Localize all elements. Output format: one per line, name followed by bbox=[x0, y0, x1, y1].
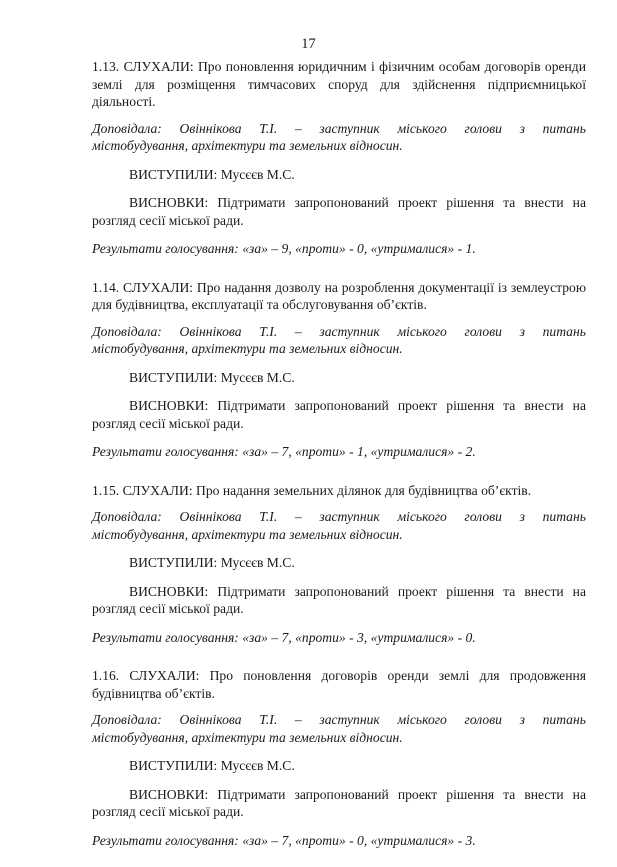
reporter-line bbox=[92, 508, 586, 526]
reporter-word: голови bbox=[464, 509, 502, 524]
reporter-word: міського bbox=[397, 120, 447, 136]
page-number: 17 bbox=[301, 36, 316, 52]
conclusion-paragraph: ВИСНОВКИ: Підтримати запропонований проект рішення та внести на розгляд сесії міської ради. bbox=[92, 786, 586, 819]
heard-paragraph: 1.16. СЛУХАЛИ: Про поновлення договорів оренди землі для продовження будівництва об’єктів. bbox=[92, 668, 586, 701]
reporter-word: заступник bbox=[319, 323, 380, 339]
reporter-word: питань bbox=[542, 323, 586, 339]
reporter-word: заступник bbox=[319, 712, 380, 727]
reporter-word: Овіннікова bbox=[179, 712, 242, 727]
heard-paragraph: 1.13. СЛУХАЛИ: Про поновлення юридичним і фізичним особам договорів оренди землі для розміщення тимчасових споруд для здійснення підприємницької діяльності. bbox=[92, 59, 586, 109]
reporter-word: – bbox=[294, 323, 302, 339]
vote-result: Результати голосування: «за» – 7, «проти» - 1, «утрималися» - 2. bbox=[92, 444, 476, 459]
reporter-word: з bbox=[519, 712, 525, 727]
reporter-position: містобудування, архітектури та земельних відносин. bbox=[92, 729, 403, 745]
reporter-word: з bbox=[519, 323, 525, 339]
spoke-paragraph: ВИСТУПИЛИ: Мусєєв М.С. bbox=[129, 555, 295, 570]
minutes-content bbox=[92, 58, 586, 849]
spoke-paragraph: ВИСТУПИЛИ: Мусєєв М.С. bbox=[129, 369, 295, 385]
reporter-word: питань bbox=[542, 509, 586, 524]
reporter-word: заступник bbox=[319, 509, 380, 524]
reporter-word: – bbox=[294, 509, 302, 524]
reporter-word: питань bbox=[542, 712, 586, 727]
reporter-word: Доповідала: bbox=[92, 120, 162, 136]
reporter-word: голови bbox=[464, 120, 502, 136]
reporter-word: Т.І. bbox=[259, 120, 278, 136]
reporter-block bbox=[92, 120, 586, 155]
conclusion-paragraph: ВИСНОВКИ: Підтримати запропонований проект рішення та внести на розгляд сесії міської ради. bbox=[92, 195, 586, 228]
reporter-position: містобудування, архітектури та земельних відносин. bbox=[92, 138, 403, 153]
agenda-item-1-14 bbox=[92, 279, 586, 461]
reporter-word: заступник bbox=[319, 120, 380, 136]
conclusion-paragraph: ВИСНОВКИ: Підтримати запропонований проект рішення та внести на розгляд сесії міської ради. bbox=[92, 583, 586, 616]
reporter-position: містобудування, архітектури та земельних відносин. bbox=[92, 526, 403, 542]
reporter-block bbox=[92, 508, 586, 543]
agenda-item-1-16 bbox=[92, 667, 586, 849]
reporter-word: міського bbox=[397, 509, 447, 524]
reporter-word: міського bbox=[397, 712, 447, 727]
heard-paragraph: 1.15. СЛУХАЛИ: Про надання земельних ділянок для будівництва об’єктів. bbox=[92, 482, 532, 498]
vote-result: Результати голосування: «за» – 7, «проти» - 0, «утрималися» - 3. bbox=[92, 832, 476, 848]
spoke-paragraph: ВИСТУПИЛИ: Мусєєв М.С. bbox=[129, 166, 295, 182]
reporter-line bbox=[92, 323, 586, 341]
agenda-item-1-15 bbox=[92, 482, 586, 647]
reporter-word: Овіннікова bbox=[179, 509, 242, 524]
vote-result: Результати голосування: «за» – 9, «проти» - 0, «утрималися» - 1. bbox=[92, 241, 476, 256]
reporter-word: Овіннікова bbox=[179, 323, 242, 339]
spoke-paragraph: ВИСТУПИЛИ: Мусєєв М.С. bbox=[129, 758, 295, 773]
reporter-word: питань bbox=[542, 120, 586, 136]
reporter-word: Овіннікова bbox=[179, 120, 242, 136]
heard-paragraph: 1.14. СЛУХАЛИ: Про надання дозволу на розроблення документації із землеустрою для будівництва, експлуатації та обслуговування об’єктів. bbox=[92, 279, 586, 312]
reporter-word: Доповідала: bbox=[92, 509, 162, 524]
reporter-word: – bbox=[294, 120, 302, 136]
reporter-word: міського bbox=[397, 323, 447, 339]
conclusion-paragraph: ВИСНОВКИ: Підтримати запропонований проект рішення та внести на розгляд сесії міської ради. bbox=[92, 398, 586, 431]
reporter-word: голови bbox=[464, 323, 502, 339]
vote-result: Результати голосування: «за» – 7, «проти» - 3, «утрималися» - 0. bbox=[92, 629, 476, 645]
reporter-position: містобудування, архітектури та земельних відносин. bbox=[92, 341, 403, 356]
reporter-word: Т.І. bbox=[259, 712, 278, 727]
reporter-block bbox=[92, 323, 586, 358]
reporter-word: з bbox=[519, 120, 525, 136]
reporter-line bbox=[92, 120, 586, 138]
reporter-line bbox=[92, 711, 586, 729]
reporter-word: Т.І. bbox=[259, 323, 278, 339]
reporter-word: голови bbox=[464, 712, 502, 727]
agenda-item-1-13 bbox=[92, 58, 586, 258]
reporter-block bbox=[92, 711, 586, 746]
reporter-word: з bbox=[519, 509, 525, 524]
reporter-word: Доповідала: bbox=[92, 712, 162, 727]
reporter-word: – bbox=[294, 712, 302, 727]
reporter-word: Доповідала: bbox=[92, 323, 162, 339]
reporter-word: Т.І. bbox=[259, 509, 278, 524]
